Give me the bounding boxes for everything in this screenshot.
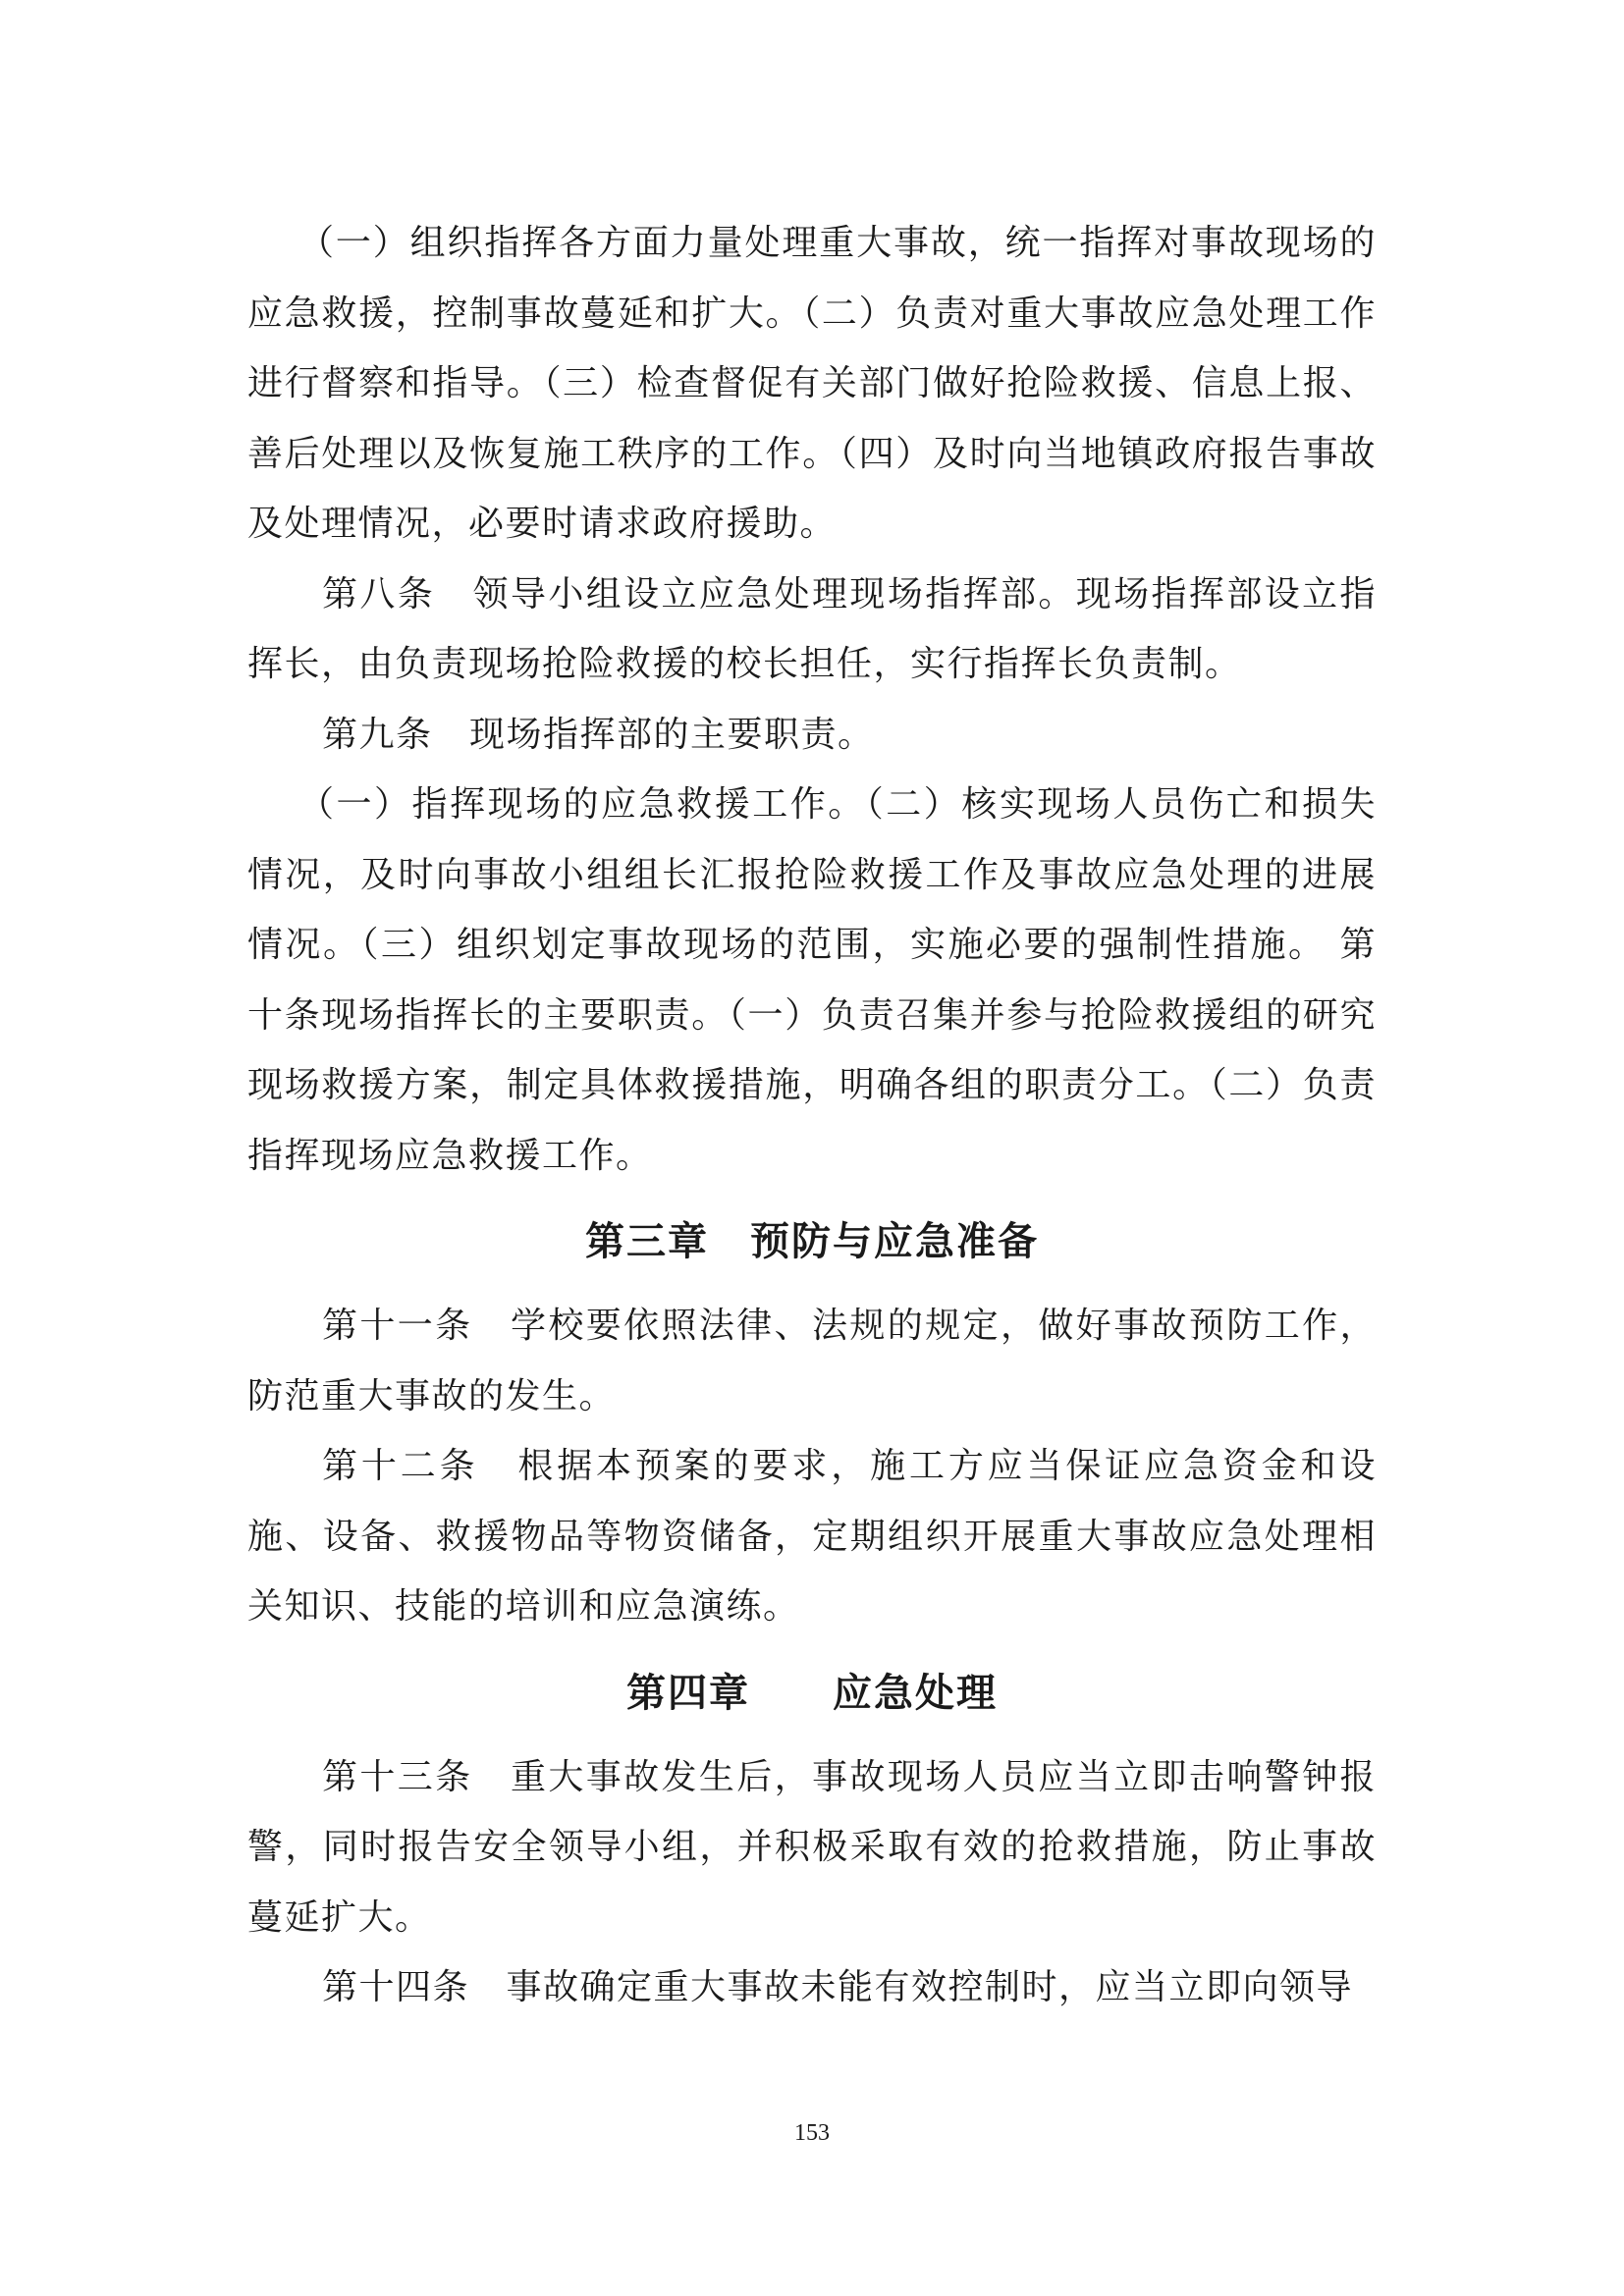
paragraph-article-14: 第十四条 事故确定重大事故未能有效控制时，应当立即向领导 (322, 1967, 1354, 2007)
paragraph-article-11: 第十一条 学校要依照法律、法规的规定，做好事故预防工作，防范重大事故的发生。 (247, 1306, 1377, 1416)
paragraph-article-12: 第十二条 根据本预案的要求，施工方应当保证应急资金和设施、设备、救援物品等物资储备，定期组织开展重大事故应急处理相关知识、技能的培训和应急演练。 (247, 1446, 1377, 1627)
document-body (247, 208, 1377, 2023)
chapter-4-heading: 第四章 应急处理 (626, 1670, 998, 1716)
page-number: 153 (794, 2120, 830, 2146)
paragraph-leadership-duties: （一）组织指挥各方面力量处理重大事故，统一指挥对事故现场的应急救援，控制事故蔓延和扩大。（二）负责对重大事故应急处理工作进行督察和指导。（三）检查督促有关部门做好抢险救援、信息上报、善后处理以及恢复施工秩序的工作。（四）及时向当地镇政府报告事故及处理情况，必要时请求政府援助。 (247, 223, 1377, 544)
paragraph-article-9: 第九条 现场指挥部的主要职责。 (322, 714, 875, 755)
paragraph-article-8: 第八条 领导小组设立应急处理现场指挥部。现场指挥部设立指挥长，由负责现场抢险救援的校长担任，实行指挥长负责制。 (247, 573, 1377, 684)
paragraph-article-13: 第十三条 重大事故发生后，事故现场人员应当立即击响警钟报警，同时报告安全领导小组，并积极采取有效的抢救措施，防止事故蔓延扩大。 (247, 1756, 1377, 1938)
chapter-3-heading: 第三章 预防与应急准备 (585, 1219, 1039, 1264)
paragraph-command-duties: （一）指挥现场的应急救援工作。（二）核实现场人员伤亡和损失情况，及时向事故小组组长汇报抢险救援工作及事故应急处理的进展情况。（三）组织划定事故现场的范围，实施必要的强制性措施。 第十条现场指挥长的主要职责。（一）负责召集并参与抢险救援组的研究现场救援方案，制定具体救援措施，明确各组的职责分工。（二）负责指挥现场应急救援工作。 (247, 784, 1377, 1176)
